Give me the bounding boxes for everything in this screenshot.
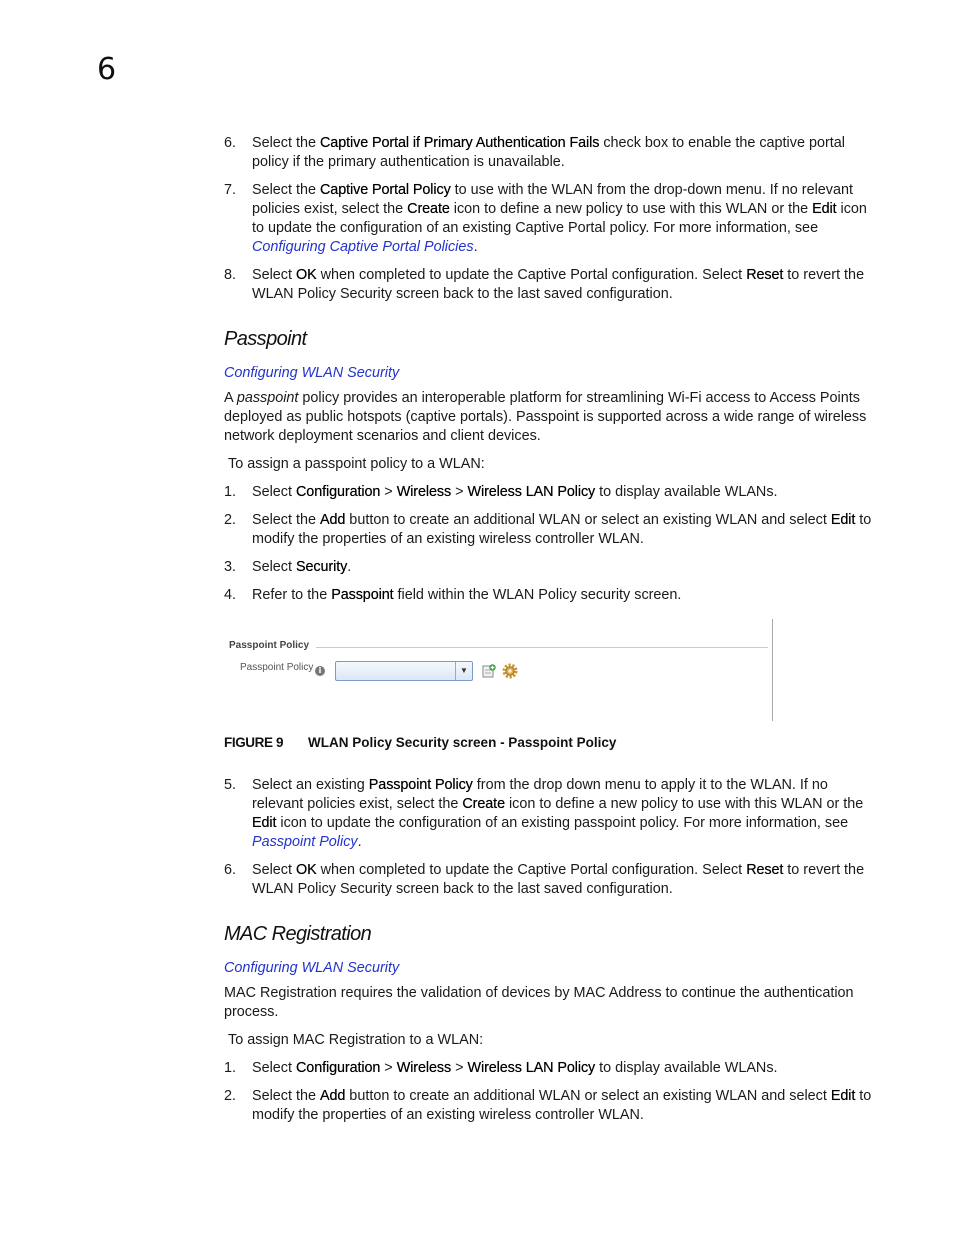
ui-term: OK bbox=[296, 862, 317, 878]
ui-term: Reset bbox=[746, 862, 784, 878]
ui-term: Edit bbox=[812, 201, 837, 217]
mac-step-1: 1. Select Configuration > Wireless > Wireless LAN Policy to display available WLANs. bbox=[224, 1060, 778, 1076]
mac-assign: To assign MAC Registration to a WLAN: bbox=[228, 1032, 484, 1048]
captive-portal-policies-link[interactable]: Configuring Captive Portal Policies bbox=[252, 239, 474, 255]
ui-term: Wireless bbox=[396, 1060, 452, 1076]
passpoint-step-1: 1. Select Configuration > Wireless > Wireless LAN Policy to display available WLANs. bbox=[224, 484, 778, 500]
ui-term: Configuration bbox=[296, 484, 381, 500]
page-content bbox=[224, 134, 874, 1134]
figure-caption bbox=[224, 735, 874, 750]
ui-term: Create bbox=[462, 796, 505, 812]
ui-term: Security bbox=[296, 559, 348, 575]
ui-term: Passpoint Policy bbox=[368, 777, 473, 793]
create-icon[interactable] bbox=[482, 664, 496, 678]
info-icon[interactable]: i bbox=[315, 666, 325, 676]
passpoint-policy-link[interactable]: Passpoint Policy bbox=[252, 834, 358, 850]
group-rule bbox=[316, 647, 768, 648]
mac-step-2: 2. Select the Add button to create an additional WLAN or select an existing WLAN and select Edit to modify the properties of an existing wireless controller WLAN. bbox=[224, 1088, 872, 1123]
step-7-captive: 7. Select the Captive Portal Policy to use with the WLAN from the drop-down menu. If no relevant policies exist, select the Create icon to define a new policy to use with this WLAN or the Edit icon to update the configuration of an existing Captive Portal policy. For more information, see Configuring Captive Portal Policies. bbox=[224, 182, 867, 255]
step-6-captive: 6. Select the Captive Portal if Primary Authentication Fails check box to enable the captive portal policy if the primary authentication is unavailable. bbox=[224, 135, 845, 170]
group-title: Passpoint Policy bbox=[229, 640, 310, 651]
ui-term: Captive Portal Policy bbox=[320, 182, 451, 198]
configuring-wlan-security-link[interactable]: Configuring WLAN Security bbox=[224, 365, 400, 381]
passpoint-step-3: 3. Select Security. bbox=[224, 559, 352, 575]
passpoint-heading: Passpoint bbox=[224, 328, 307, 350]
passpoint-step-2: 2. Select the Add button to create an additional WLAN or select an existing WLAN and select Edit to modify the properties of an existing wireless controller WLAN. bbox=[224, 512, 872, 547]
figure-title: WLAN Policy Security screen - Passpoint Policy bbox=[308, 735, 617, 750]
ui-term: Create bbox=[407, 201, 450, 217]
figure-number: FIGURE 9 bbox=[224, 735, 284, 750]
passpoint-step-6: 6. Select OK when completed to update the Captive Portal configuration. Select Reset to revert the WLAN Policy Security screen back to the last saved configuration. bbox=[224, 862, 865, 897]
ui-term: Captive Portal if Primary Authentication Fails bbox=[320, 135, 600, 151]
ui-term: Edit bbox=[830, 512, 856, 528]
ui-term: Wireless LAN Policy bbox=[467, 1060, 596, 1076]
figure-divider bbox=[772, 619, 773, 721]
configuring-wlan-security-link[interactable]: Configuring WLAN Security bbox=[224, 960, 400, 976]
ui-term: Add bbox=[320, 512, 346, 528]
gear-icon[interactable] bbox=[502, 663, 518, 679]
field-label: Passpoint Policy bbox=[240, 662, 314, 673]
mac-registration-heading: MAC Registration bbox=[224, 923, 372, 945]
chevron-down-icon[interactable]: ▼ bbox=[455, 662, 472, 680]
ui-term: Configuration bbox=[296, 1060, 381, 1076]
passpoint-intro: A passpoint policy provides an interoperable platform for streamlining Wi-Fi access to Access Points deployed as public hotspots (captive portals). Passpoint is supported across a wide range of wireless network deployment scenarios and client devices. bbox=[224, 390, 867, 444]
ui-term: Edit bbox=[252, 815, 277, 831]
passpoint-assign: To assign a passpoint policy to a WLAN: bbox=[228, 456, 485, 472]
passpoint-policy-dropdown[interactable] bbox=[335, 661, 473, 681]
ui-term: Add bbox=[320, 1088, 346, 1104]
chapter-number: 6 bbox=[97, 52, 117, 87]
ui-term: Edit bbox=[830, 1088, 856, 1104]
step-8-captive: 8. Select OK when completed to update the Captive Portal configuration. Select Reset to revert the WLAN Policy Security screen back to the last saved configuration. bbox=[224, 267, 865, 302]
passpoint-step-5: 5. Select an existing Passpoint Policy from the drop down menu to apply it to the WLAN. If no relevant policies exist, select the Create icon to define a new policy to use with this WLAN or the Edit icon to update the configuration of an existing passpoint policy. For more information, see Passpoint Policy. bbox=[224, 777, 864, 850]
ui-term: Wireless LAN Policy bbox=[467, 484, 596, 500]
mac-intro: MAC Registration requires the validation of devices by MAC Address to continue the authentication process. bbox=[224, 985, 854, 1020]
ui-term: OK bbox=[296, 267, 317, 283]
passpoint-step-4: 4. Refer to the Passpoint field within the WLAN Policy security screen. bbox=[224, 587, 682, 603]
passpoint-policy-figure bbox=[224, 619, 874, 721]
ui-term: Reset bbox=[746, 267, 784, 283]
ui-term: Wireless bbox=[396, 484, 452, 500]
ui-term: Passpoint bbox=[331, 587, 394, 603]
